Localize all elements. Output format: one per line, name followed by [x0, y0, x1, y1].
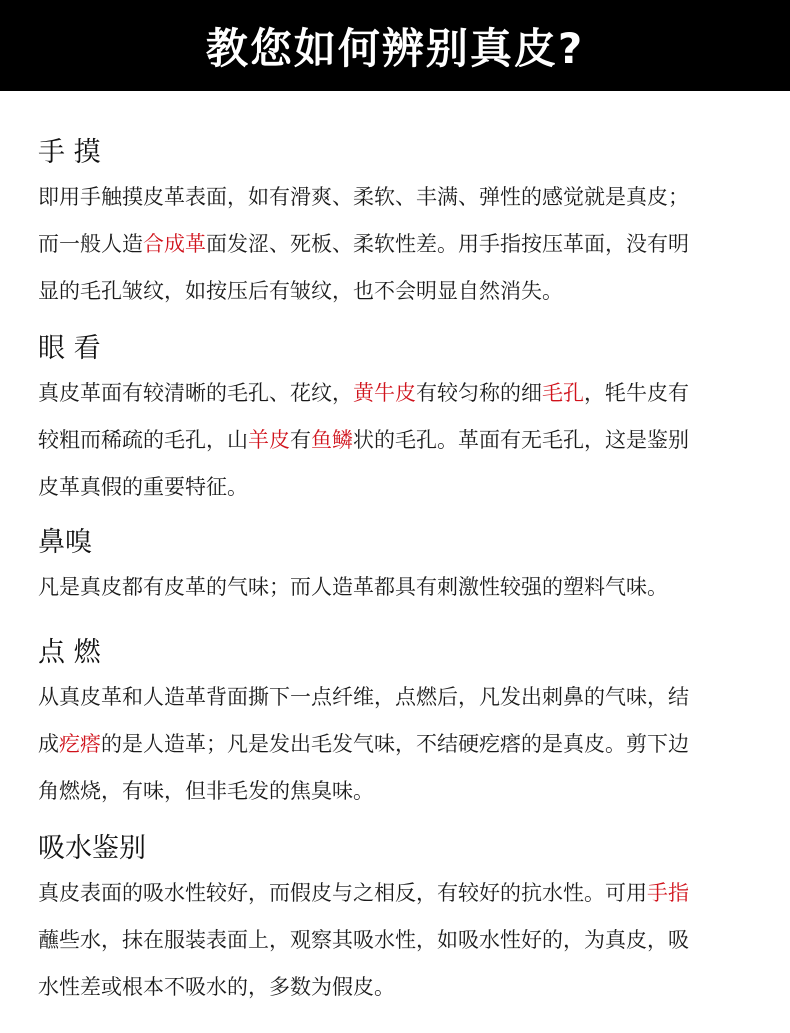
section-look: [38, 332, 758, 511]
paragraph-line: [38, 221, 758, 268]
paragraph-line: [38, 870, 758, 917]
text-run: 面发涩、死板、柔软性差。用手指按压革面，没有明: [206, 232, 689, 256]
text-run: 水性差或根本不吸水的，多数为假皮。: [38, 975, 395, 999]
section-paragraph: [38, 174, 758, 315]
highlighted-term: 疙瘩: [59, 732, 101, 756]
text-run: 蘸些水，抹在服装表面上，观察其吸水性，如吸水性好的，为真皮，吸: [38, 928, 689, 952]
text-run: 有较匀称的细: [416, 381, 542, 405]
text-run: 即用手触摸皮革表面，如有滑爽、柔软、丰满、弹性的感觉就是真皮；: [38, 185, 689, 209]
section-smell: [38, 526, 758, 611]
text-run: 显的毛孔皱纹，如按压后有皱纹，也不会明显自然消失。: [38, 279, 563, 303]
paragraph-line: [38, 721, 758, 768]
section-paragraph: [38, 370, 758, 511]
paragraph-line: [38, 964, 758, 1011]
title-banner: [0, 0, 790, 91]
section-heading: 点 燃: [38, 637, 101, 668]
paragraph-line: [38, 674, 758, 721]
highlighted-term: 黄牛皮: [353, 381, 416, 405]
text-run: 凡是真皮都有皮革的气味；而人造革都具有刺激性较强的塑料气味。: [38, 575, 668, 599]
text-run: 较粗而稀疏的毛孔，山: [38, 428, 248, 452]
text-run: 真皮表面的吸水性较好，而假皮与之相反，有较好的抗水性。可用: [38, 881, 647, 905]
text-run: 角燃烧，有味，但非毛发的焦臭味。: [38, 779, 374, 803]
text-run: 状的毛孔。革面有无毛孔，这是鉴别: [353, 428, 689, 452]
paragraph-line: [38, 768, 758, 815]
section-heading: 手 摸: [38, 137, 101, 168]
highlighted-term: 鱼鳞: [311, 428, 353, 452]
section-paragraph: [38, 870, 758, 1011]
section-paragraph: [38, 674, 758, 815]
section-heading: 吸水鉴别: [38, 833, 146, 864]
paragraph-line: [38, 417, 758, 464]
highlighted-term: 毛孔: [542, 381, 584, 405]
text-run: 而一般人造: [38, 232, 143, 256]
section-water-absorption: [38, 832, 758, 1011]
text-run: 从真皮革和人造革背面撕下一点纤维，点燃后，凡发出刺鼻的气味，结: [38, 685, 689, 709]
text-run: 的是人造革；凡是发出毛发气味，不结硬疙瘩的是真皮。剪下边: [101, 732, 689, 756]
section-heading: 鼻嗅: [38, 527, 92, 558]
text-run: 成: [38, 732, 59, 756]
text-run: 有: [290, 428, 311, 452]
highlighted-term: 手指: [647, 881, 689, 905]
text-run: 真皮革面有较清晰的毛孔、花纹，: [38, 381, 353, 405]
paragraph-line: [38, 464, 758, 511]
section-touch: [38, 136, 758, 315]
paragraph-line: [38, 917, 758, 964]
text-run: ，牦牛皮有: [584, 381, 689, 405]
paragraph-line: [38, 370, 758, 417]
paragraph-line: [38, 174, 758, 221]
section-burn: [38, 636, 758, 815]
section-heading: 眼 看: [38, 333, 101, 364]
paragraph-line: [38, 564, 758, 611]
highlighted-term: 合成革: [143, 232, 206, 256]
highlighted-term: 羊皮: [248, 428, 290, 452]
section-paragraph: [38, 564, 758, 611]
text-run: 皮革真假的重要特征。: [38, 475, 248, 499]
paragraph-line: [38, 268, 758, 315]
page-title: 教您如何辨别真皮?: [205, 23, 585, 73]
